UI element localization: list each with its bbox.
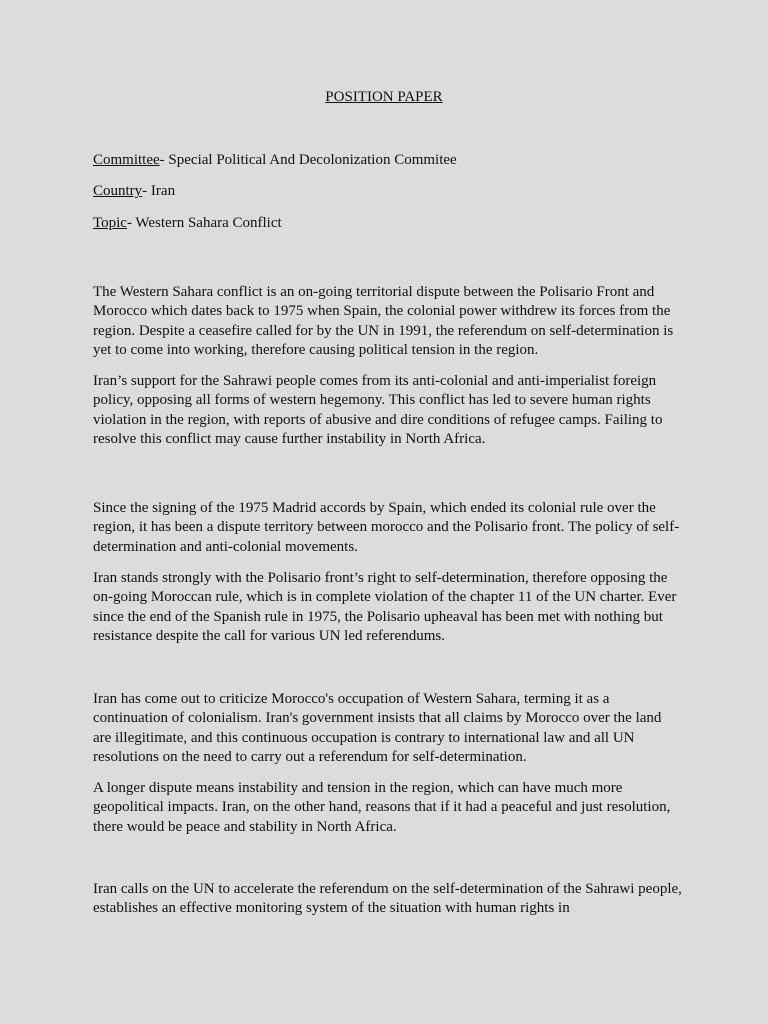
topic-label: Topic <box>93 215 127 231</box>
page-title: POSITION PAPER <box>325 89 443 105</box>
country-label: Country <box>93 183 143 199</box>
topic-line <box>93 214 282 232</box>
committee-value: - Special Political And Decolonization Commitee <box>159 152 457 168</box>
paragraph-madrid-accords: Since the signing of the 1975 Madrid accords by Spain, which ended its colonial rule over the region, it has been a dispute territory between morocco and the Polisario front. The policy of self-determination and anti-colonial movements. <box>93 500 680 555</box>
paragraph-iran-stance: Iran stands strongly with the Polisario front’s right to self-determination, therefore opposing the on-going Moroccan rule, which is in complete violation of the chapter 11 of the UN charter. Ever since the end of the Spanish rule in 1975, the Polisario upheaval has been met with nothing but resistance despite the call for various UN led referendums. <box>93 570 677 644</box>
committee-line <box>93 151 457 169</box>
country-line <box>93 182 175 200</box>
paragraph-recommendation: Iran calls on the UN to accelerate the referendum on the self-determination of the Sahrawi people, establishes an effective monitoring system of the situation with human rights in <box>93 881 682 917</box>
topic-value: - Western Sahara Conflict <box>126 215 282 231</box>
paragraph-background: The Western Sahara conflict is an on-going territorial dispute between the Polisario Front and Morocco which dates back to 1975 when Spain, the colonial power withdrew its forces from the region. Despite a ceasefire called for by the UN in 1991, the referendum on self-determination is yet to come into working, therefore causing political tension in the region. <box>93 284 674 358</box>
paragraph-criticism: Iran has come out to criticize Morocco's occupation of Western Sahara, terming it as a continuation of colonialism. Iran's government insists that all claims by Morocco over the land are illegitimate, and this continuous occupation is contrary to international law and all UN resolutions on the need to carry out a referendum for self-determination. <box>93 691 662 765</box>
committee-label: Committee <box>93 152 160 168</box>
paragraph-iran-support: Iran’s support for the Sahrawi people comes from its anti-colonial and anti-imperialist foreign policy, opposing all forms of western hegemony. This conflict has led to severe human rights violation in the region, with reports of abusive and dire conditions of refugee camps. Failing to resolve this conflict may cause further instability in North Africa. <box>93 373 663 447</box>
paragraph-dispute-impact: A longer dispute means instability and tension in the region, which can have much more geopolitical impacts. Iran, on the other hand, reasons that if it had a peaceful and just resolution, there would be peace and stability in North Africa. <box>93 780 671 835</box>
country-value: - Iran <box>142 183 176 199</box>
